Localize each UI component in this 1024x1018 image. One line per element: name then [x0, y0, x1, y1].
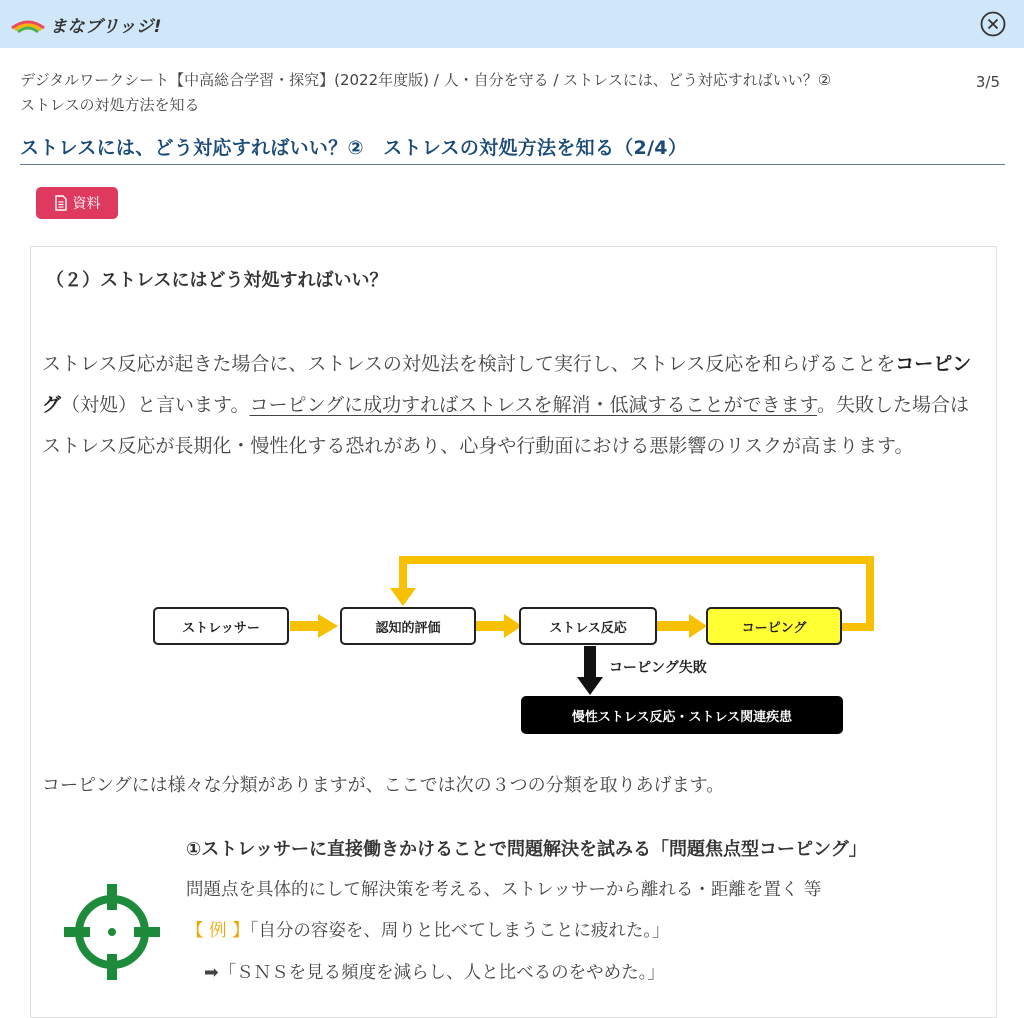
problem-focused-description: 問題点を具体的にして解決策を考える、ストレッサーから離れる・距離を置く 等 — [186, 880, 822, 900]
box-chronic-stress: 慢性ストレス反応・ストレス関連疾患 — [521, 696, 843, 734]
intro-paragraph — [42, 344, 977, 467]
page-count: 3/5 — [975, 73, 1000, 91]
rainbow-logo-icon — [10, 14, 46, 34]
classification-paragraph: コーピングには様々な分類がありますが、ここでは次の３つの分類を取りあげます。 — [42, 775, 725, 796]
box-cognitive-appraisal: 認知的評価 — [340, 607, 476, 645]
section-heading: （２）ストレスにはどう対処すればいい？ — [46, 270, 388, 291]
example-text: 「自分の容姿を、周りと比べてしまうことに疲れた。」 — [249, 921, 670, 941]
material-button[interactable] — [36, 187, 118, 219]
example-line — [186, 917, 670, 942]
underlined-statement: コーピングに成功すればストレスを解消・低減することができます — [249, 394, 818, 416]
target-icon — [62, 882, 162, 982]
page-title: ストレスには、どう対応すればいい？② ストレスの対処方法を知る（2/4） — [20, 133, 1005, 165]
material-button-label: 資料 — [72, 196, 101, 212]
para-text-1: ストレス反応が起きた場合に、ストレスの対処法を検討して実行し、ストレス反応を和らげることを — [42, 353, 896, 375]
example-answer: ➡「ＳＮＳを見る頻度を減らし、人と比べるのをやめた。」 — [204, 963, 665, 983]
close-button[interactable] — [980, 11, 1006, 37]
logo[interactable] — [10, 10, 162, 38]
coping-failure-label: コーピング失敗 — [609, 660, 707, 676]
circle-x-icon — [980, 11, 1006, 37]
top-bar — [0, 0, 1024, 48]
document-icon — [54, 195, 68, 211]
para-text-3: 。失敗した場合はストレス反応が長期化・慢性化する恐れがあり、心身や行動面における悪影響のリスクが高まります。 — [42, 394, 970, 457]
coping-flow-diagram — [150, 553, 880, 743]
para-text-2: （対処）と言います。 — [61, 394, 250, 416]
box-coping: コーピング — [706, 607, 842, 645]
example-label: 【 例 】 — [186, 921, 250, 941]
coping-term: コーピング — [42, 353, 972, 416]
logo-text: まなブリッジ! — [50, 16, 162, 37]
problem-focused-heading: ①ストレッサーに直接働きかけることで問題解決を試みる「問題焦点型コーピング」 — [186, 839, 867, 860]
box-stressor: ストレッサー — [153, 607, 289, 645]
box-stress-response: ストレス反応 — [519, 607, 657, 645]
breadcrumb: デジタルワークシート【中高総合学習・探究】(2022年度版) / 人・自分を守る / ストレスには、どう対応すればいい？② ストレスの対処方法を知る — [20, 71, 847, 114]
